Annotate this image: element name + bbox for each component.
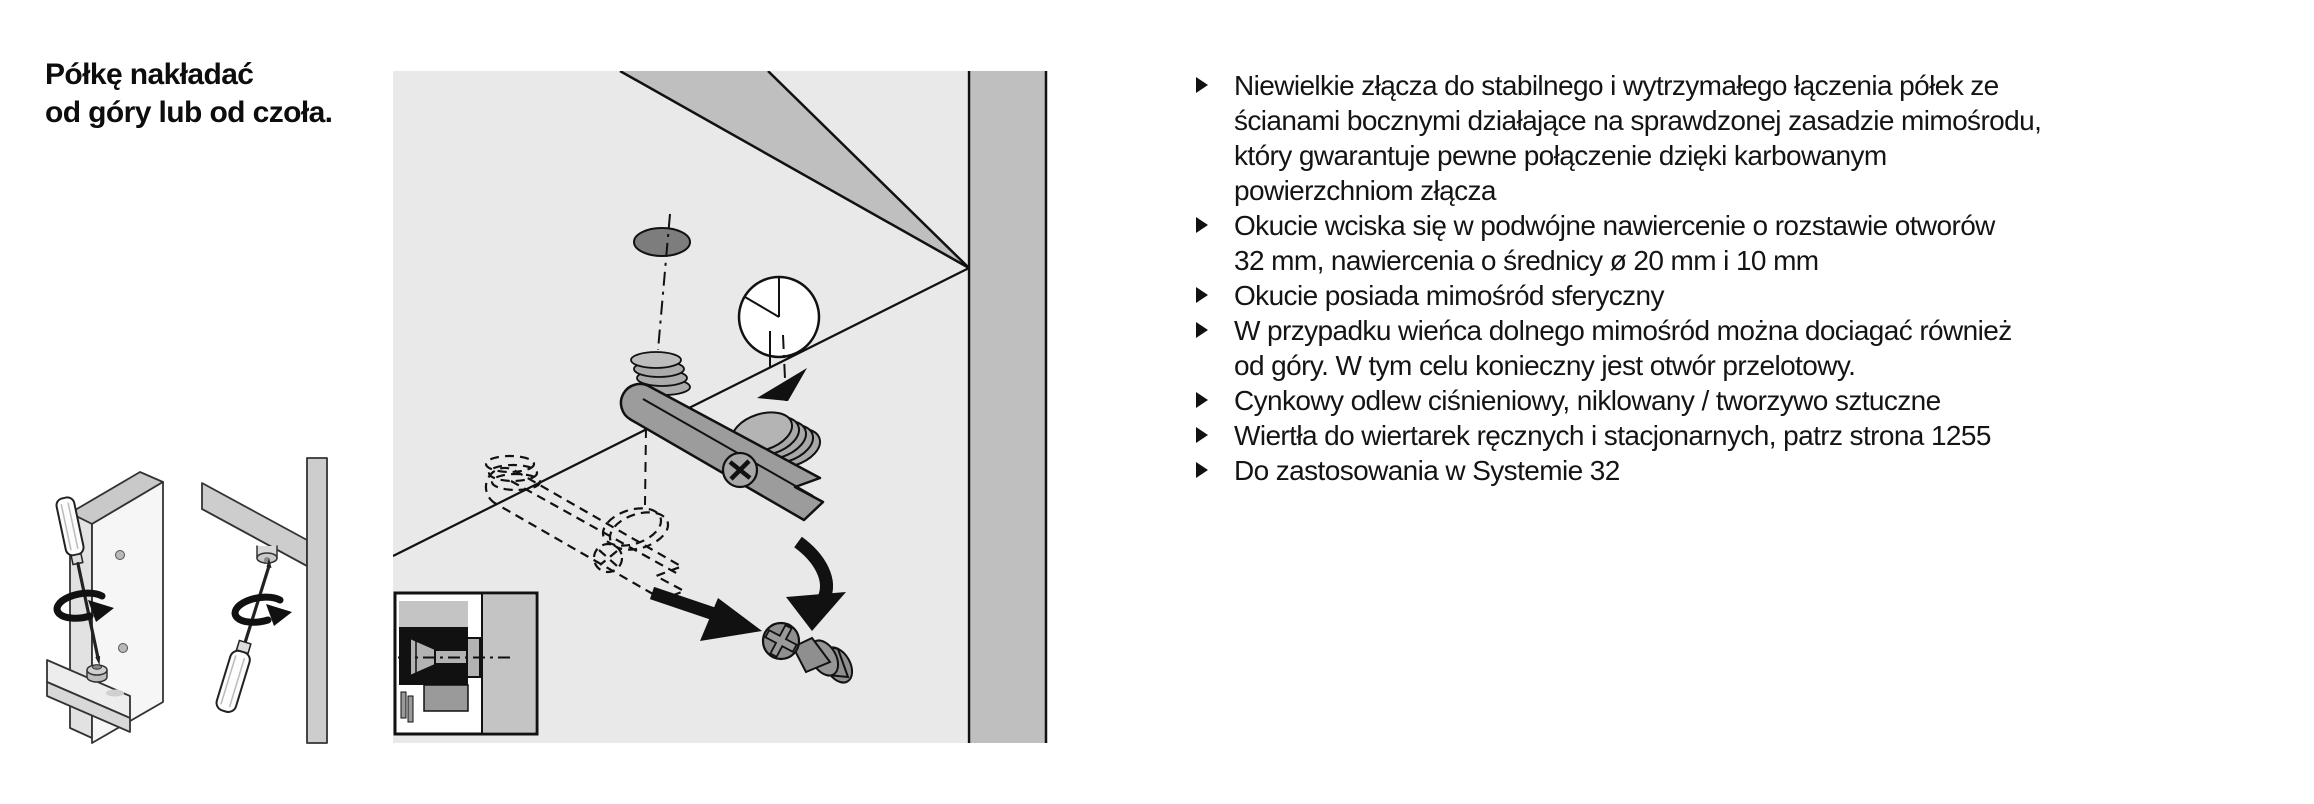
side-panel (307, 458, 327, 743)
feature-line: Wiertła do wiertarek ręcznych i stacjonarnych, patrz strona 1255 (1234, 420, 1991, 451)
bullet-triangle-icon (1196, 287, 1208, 303)
shelf-edge (202, 483, 307, 566)
feature-line: Cynkowy odlew ciśnieniowy, niklowany / tworzywo sztuczne (1234, 385, 1941, 416)
feature-line: powierzchniom złącza (1234, 175, 1496, 206)
eccentric-fitting (257, 546, 277, 563)
feature-line: który gwarantuje pewne połączenie dzięki karbowanym (1234, 140, 1887, 171)
screwdriver-from-bottom-illustration (202, 458, 327, 743)
eccentric-fitting (87, 665, 107, 682)
screwdriver-from-top-illustration (47, 472, 163, 743)
list-item (1196, 313, 2196, 383)
list-item (1196, 68, 2196, 208)
rotation-arrow (235, 597, 292, 626)
bullet-triangle-icon (1196, 427, 1208, 443)
list-item (1196, 383, 2196, 418)
feature-line: Okucie posiada mimośród sferyczny (1234, 280, 1664, 311)
drill-hole (119, 644, 128, 653)
screwdriver-shaft (244, 566, 269, 646)
shadow (106, 690, 124, 697)
main-installation-diagram (393, 71, 1050, 743)
drill-hole (116, 551, 125, 560)
bullet-triangle-icon (1196, 77, 1208, 93)
list-item (1196, 418, 2196, 453)
list-item (1196, 453, 2196, 488)
feature-line: W przypadku wieńca dolnego mimośród można dociagać również (1234, 315, 2012, 346)
feature-list (1196, 68, 2196, 488)
bore-hole (634, 228, 690, 256)
bullet-triangle-icon (1196, 462, 1208, 478)
screwdriver-instruction-illustrations (40, 450, 340, 750)
page-title-line2: od góry lub od czoła. (45, 96, 333, 129)
page-title-line1: Półkę nakładać (45, 58, 254, 91)
list-item (1196, 208, 2196, 278)
feature-line: Do zastosowania w Systemie 32 (1234, 455, 1620, 486)
screwdriver-handle (215, 639, 255, 714)
cross-section-inset (395, 593, 537, 734)
phillips-screw (723, 453, 757, 487)
feature-line: od góry. W tym celu konieczny jest otwór przelotowy. (1234, 350, 1856, 381)
list-item (1196, 278, 2196, 313)
wall-section (482, 595, 535, 732)
feature-line: Okucie wciska się w podwójne nawiercenie o rozstawie otworów (1234, 210, 1995, 241)
page-title (45, 56, 332, 132)
bullet-triangle-icon (1196, 322, 1208, 338)
feature-line: ścianami bocznymi działające na sprawdzonej zasadzie mimośrodu, (1234, 105, 2042, 136)
bullet-triangle-icon (1196, 392, 1208, 408)
feature-line: Niewielkie złącza do stabilnego i wytrzymałego łączenia półek ze (1234, 70, 1999, 101)
bullet-triangle-icon (1196, 217, 1208, 233)
feature-line: 32 mm, nawiercenia o średnicy ø 20 mm i 10 mm (1234, 245, 1819, 276)
side-wall (969, 71, 1047, 743)
